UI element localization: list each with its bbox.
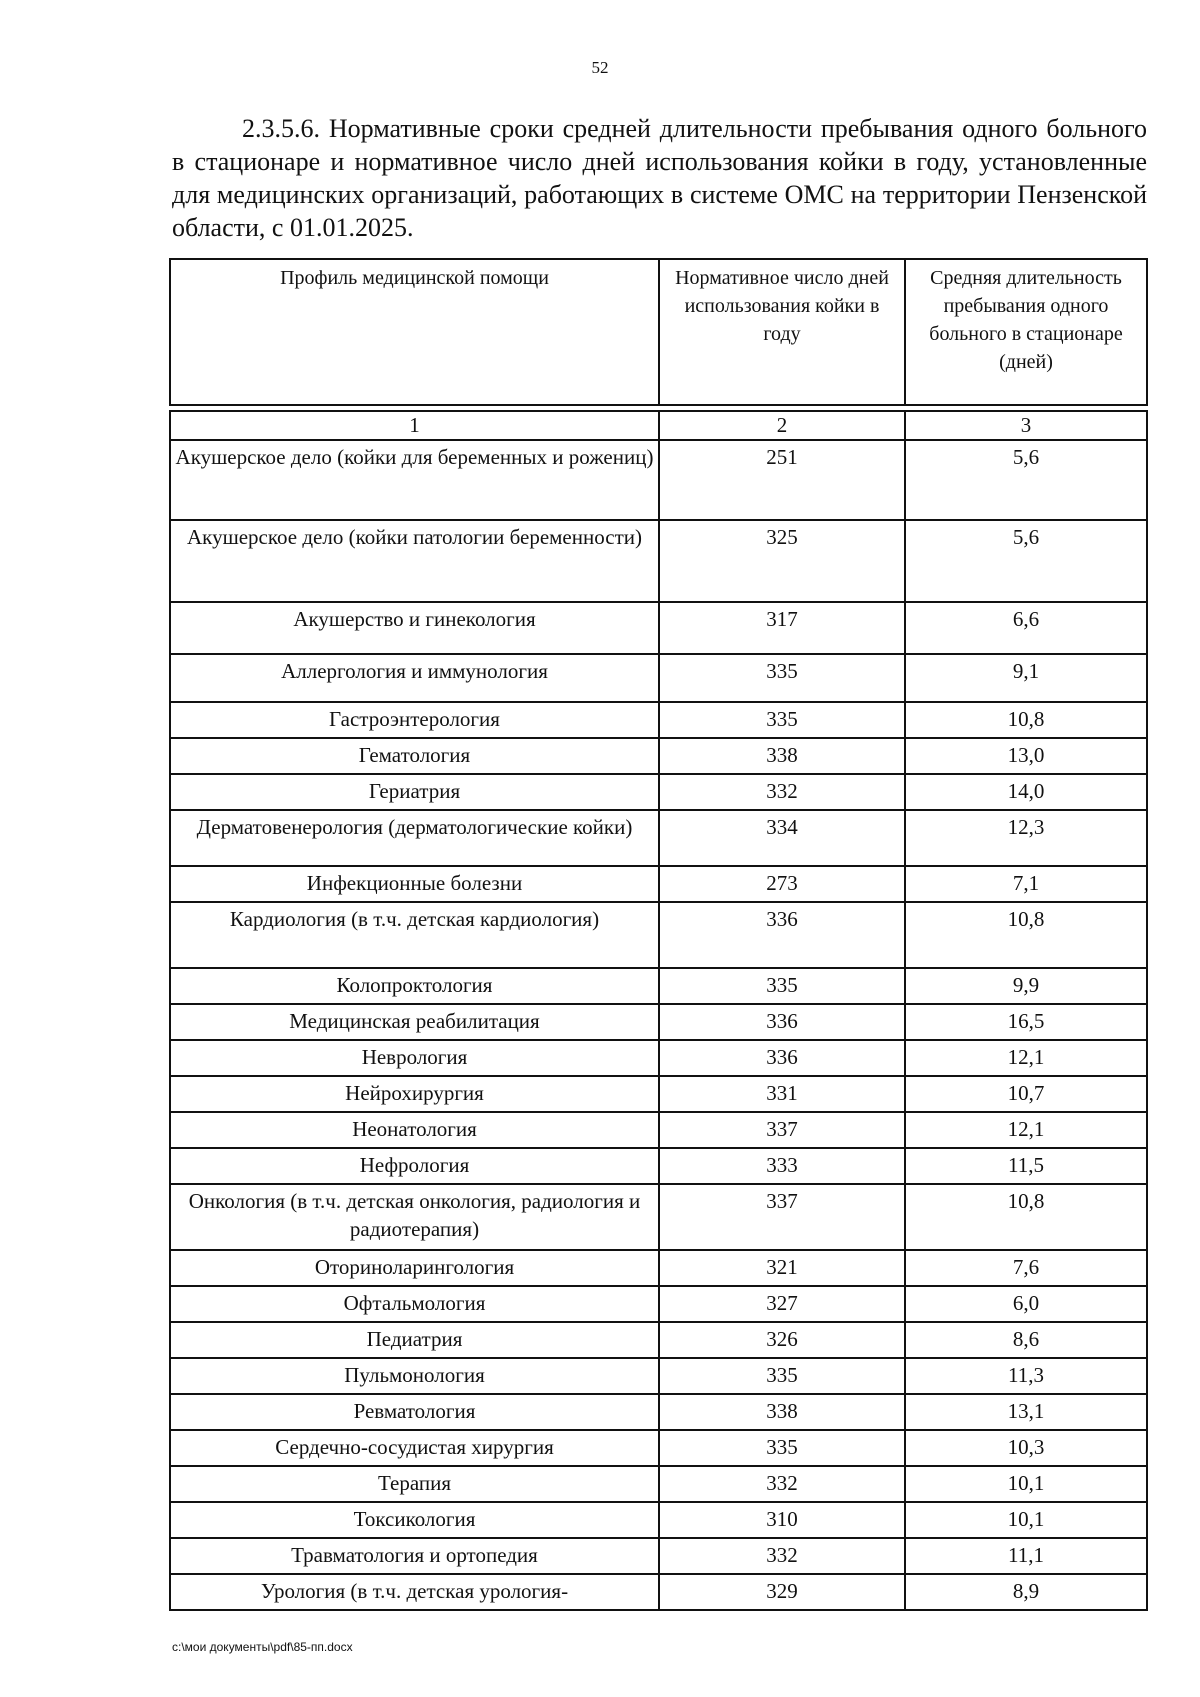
- table-row: [170, 702, 1147, 738]
- cell-days: 331: [659, 1076, 905, 1112]
- cell-avg-stay: 12,1: [905, 1040, 1147, 1076]
- cell-avg-stay: 5,6: [905, 520, 1147, 602]
- cell-days: 332: [659, 1466, 905, 1502]
- table-row: [170, 1076, 1147, 1112]
- cell-days: 273: [659, 866, 905, 902]
- cell-avg-stay: 16,5: [905, 1004, 1147, 1040]
- cell-days: 317: [659, 602, 905, 654]
- cell-avg-stay: 13,0: [905, 738, 1147, 774]
- cell-days: 332: [659, 774, 905, 810]
- column-numbers-row: [170, 411, 1147, 440]
- table-row: [170, 520, 1147, 602]
- cell-avg-stay: 10,7: [905, 1076, 1147, 1112]
- table-row: [170, 1538, 1147, 1574]
- cell-profile: Нейрохирургия: [170, 1076, 659, 1112]
- column-number: 1: [170, 411, 659, 440]
- cell-avg-stay: 10,8: [905, 702, 1147, 738]
- table-row: [170, 1184, 1147, 1250]
- cell-avg-stay: 10,8: [905, 902, 1147, 968]
- cell-profile: Сердечно-сосудистая хирургия: [170, 1430, 659, 1466]
- cell-avg-stay: 8,9: [905, 1574, 1147, 1610]
- cell-avg-stay: 5,6: [905, 440, 1147, 520]
- cell-avg-stay: 6,0: [905, 1286, 1147, 1322]
- column-number: 3: [905, 411, 1147, 440]
- cell-days: 326: [659, 1322, 905, 1358]
- cell-avg-stay: 12,1: [905, 1112, 1147, 1148]
- cell-avg-stay: 10,8: [905, 1184, 1147, 1250]
- cell-days: 329: [659, 1574, 905, 1610]
- cell-profile: Ревматология: [170, 1394, 659, 1430]
- table-row: [170, 602, 1147, 654]
- cell-profile: Педиатрия: [170, 1322, 659, 1358]
- table-row: [170, 1466, 1147, 1502]
- cell-avg-stay: 7,6: [905, 1250, 1147, 1286]
- cell-profile: Онкология (в т.ч. детская онкология, радиология и радиотерапия): [170, 1184, 659, 1250]
- cell-avg-stay: 10,3: [905, 1430, 1147, 1466]
- cell-profile: Акушерство и гинекология: [170, 602, 659, 654]
- cell-days: 335: [659, 654, 905, 702]
- section-heading: [172, 112, 1147, 244]
- cell-days: 327: [659, 1286, 905, 1322]
- cell-days: 338: [659, 738, 905, 774]
- cell-profile: Травматология и ортопедия: [170, 1538, 659, 1574]
- table-row: [170, 1358, 1147, 1394]
- cell-avg-stay: 7,1: [905, 866, 1147, 902]
- cell-profile: Медицинская реабилитация: [170, 1004, 659, 1040]
- cell-avg-stay: 13,1: [905, 1394, 1147, 1430]
- header-days: Нормативное число дней использования койки в году: [659, 259, 905, 405]
- cell-days: 338: [659, 1394, 905, 1430]
- cell-profile: Нефрология: [170, 1148, 659, 1184]
- section-heading-text: 2.3.5.6. Нормативные сроки средней длительности пребывания одного больного в стационаре и нормативное число дней использования койки в году, установленные для медицинских организаций, работающих в системе ОМС на территории Пензенской области, с 01.01.2025.: [172, 114, 1147, 242]
- table-row: [170, 810, 1147, 866]
- table-row: [170, 1004, 1147, 1040]
- cell-profile: Неонатология: [170, 1112, 659, 1148]
- column-number: 2: [659, 411, 905, 440]
- cell-avg-stay: 11,3: [905, 1358, 1147, 1394]
- cell-profile: Гериатрия: [170, 774, 659, 810]
- cell-days: 333: [659, 1148, 905, 1184]
- table-row: [170, 1322, 1147, 1358]
- cell-profile: Аллергология и иммунология: [170, 654, 659, 702]
- table-row: [170, 866, 1147, 902]
- cell-profile: Оториноларингология: [170, 1250, 659, 1286]
- table-row: [170, 440, 1147, 520]
- cell-profile: Колопроктология: [170, 968, 659, 1004]
- cell-days: 335: [659, 702, 905, 738]
- file-path-footer: c:\мои документы\pdf\85-пп.docx: [172, 1640, 353, 1654]
- cell-profile: Урология (в т.ч. детская урология-: [170, 1574, 659, 1610]
- table-row: [170, 1040, 1147, 1076]
- table-row: [170, 1430, 1147, 1466]
- cell-days: 251: [659, 440, 905, 520]
- cell-days: 321: [659, 1250, 905, 1286]
- cell-profile: Акушерское дело (койки патологии беременности): [170, 520, 659, 602]
- table-row: [170, 1112, 1147, 1148]
- header-profile: Профиль медицинской помощи: [170, 259, 659, 405]
- cell-avg-stay: 10,1: [905, 1502, 1147, 1538]
- cell-profile: Токсикология: [170, 1502, 659, 1538]
- cell-profile: Неврология: [170, 1040, 659, 1076]
- cell-avg-stay: 6,6: [905, 602, 1147, 654]
- header-avg-stay: Средняя длительность пребывания одного больного в стационаре (дней): [905, 259, 1147, 405]
- cell-profile: Инфекционные болезни: [170, 866, 659, 902]
- page-number: 52: [591, 58, 609, 77]
- cell-profile: Пульмонология: [170, 1358, 659, 1394]
- cell-avg-stay: 11,1: [905, 1538, 1147, 1574]
- table-row: [170, 738, 1147, 774]
- norms-table: [169, 410, 1148, 1611]
- cell-avg-stay: 10,1: [905, 1466, 1147, 1502]
- cell-days: 325: [659, 520, 905, 602]
- cell-avg-stay: 8,6: [905, 1322, 1147, 1358]
- cell-days: 334: [659, 810, 905, 866]
- cell-profile: Офтальмология: [170, 1286, 659, 1322]
- table-row: [170, 902, 1147, 968]
- table-row: [170, 654, 1147, 702]
- table-row: [170, 1394, 1147, 1430]
- cell-profile: Гематология: [170, 738, 659, 774]
- table-row: [170, 774, 1147, 810]
- table-header: [169, 258, 1148, 406]
- cell-avg-stay: 11,5: [905, 1148, 1147, 1184]
- cell-profile: Гастроэнтерология: [170, 702, 659, 738]
- table-row: [170, 1286, 1147, 1322]
- cell-avg-stay: 9,9: [905, 968, 1147, 1004]
- cell-profile: Дерматовенерология (дерматологические койки): [170, 810, 659, 866]
- cell-days: 335: [659, 1358, 905, 1394]
- cell-days: 337: [659, 1184, 905, 1250]
- cell-days: 310: [659, 1502, 905, 1538]
- cell-days: 332: [659, 1538, 905, 1574]
- table-row: [170, 1574, 1147, 1610]
- cell-days: 337: [659, 1112, 905, 1148]
- cell-days: 336: [659, 902, 905, 968]
- table-row: [170, 1250, 1147, 1286]
- table-row: [170, 1502, 1147, 1538]
- cell-avg-stay: 14,0: [905, 774, 1147, 810]
- cell-profile: Акушерское дело (койки для беременных и рожениц): [170, 440, 659, 520]
- cell-avg-stay: 12,3: [905, 810, 1147, 866]
- cell-profile: Терапия: [170, 1466, 659, 1502]
- cell-days: 335: [659, 968, 905, 1004]
- table-row: [170, 968, 1147, 1004]
- cell-avg-stay: 9,1: [905, 654, 1147, 702]
- cell-profile: Кардиология (в т.ч. детская кардиология): [170, 902, 659, 968]
- table-row: [170, 1148, 1147, 1184]
- cell-days: 336: [659, 1040, 905, 1076]
- cell-days: 335: [659, 1430, 905, 1466]
- cell-days: 336: [659, 1004, 905, 1040]
